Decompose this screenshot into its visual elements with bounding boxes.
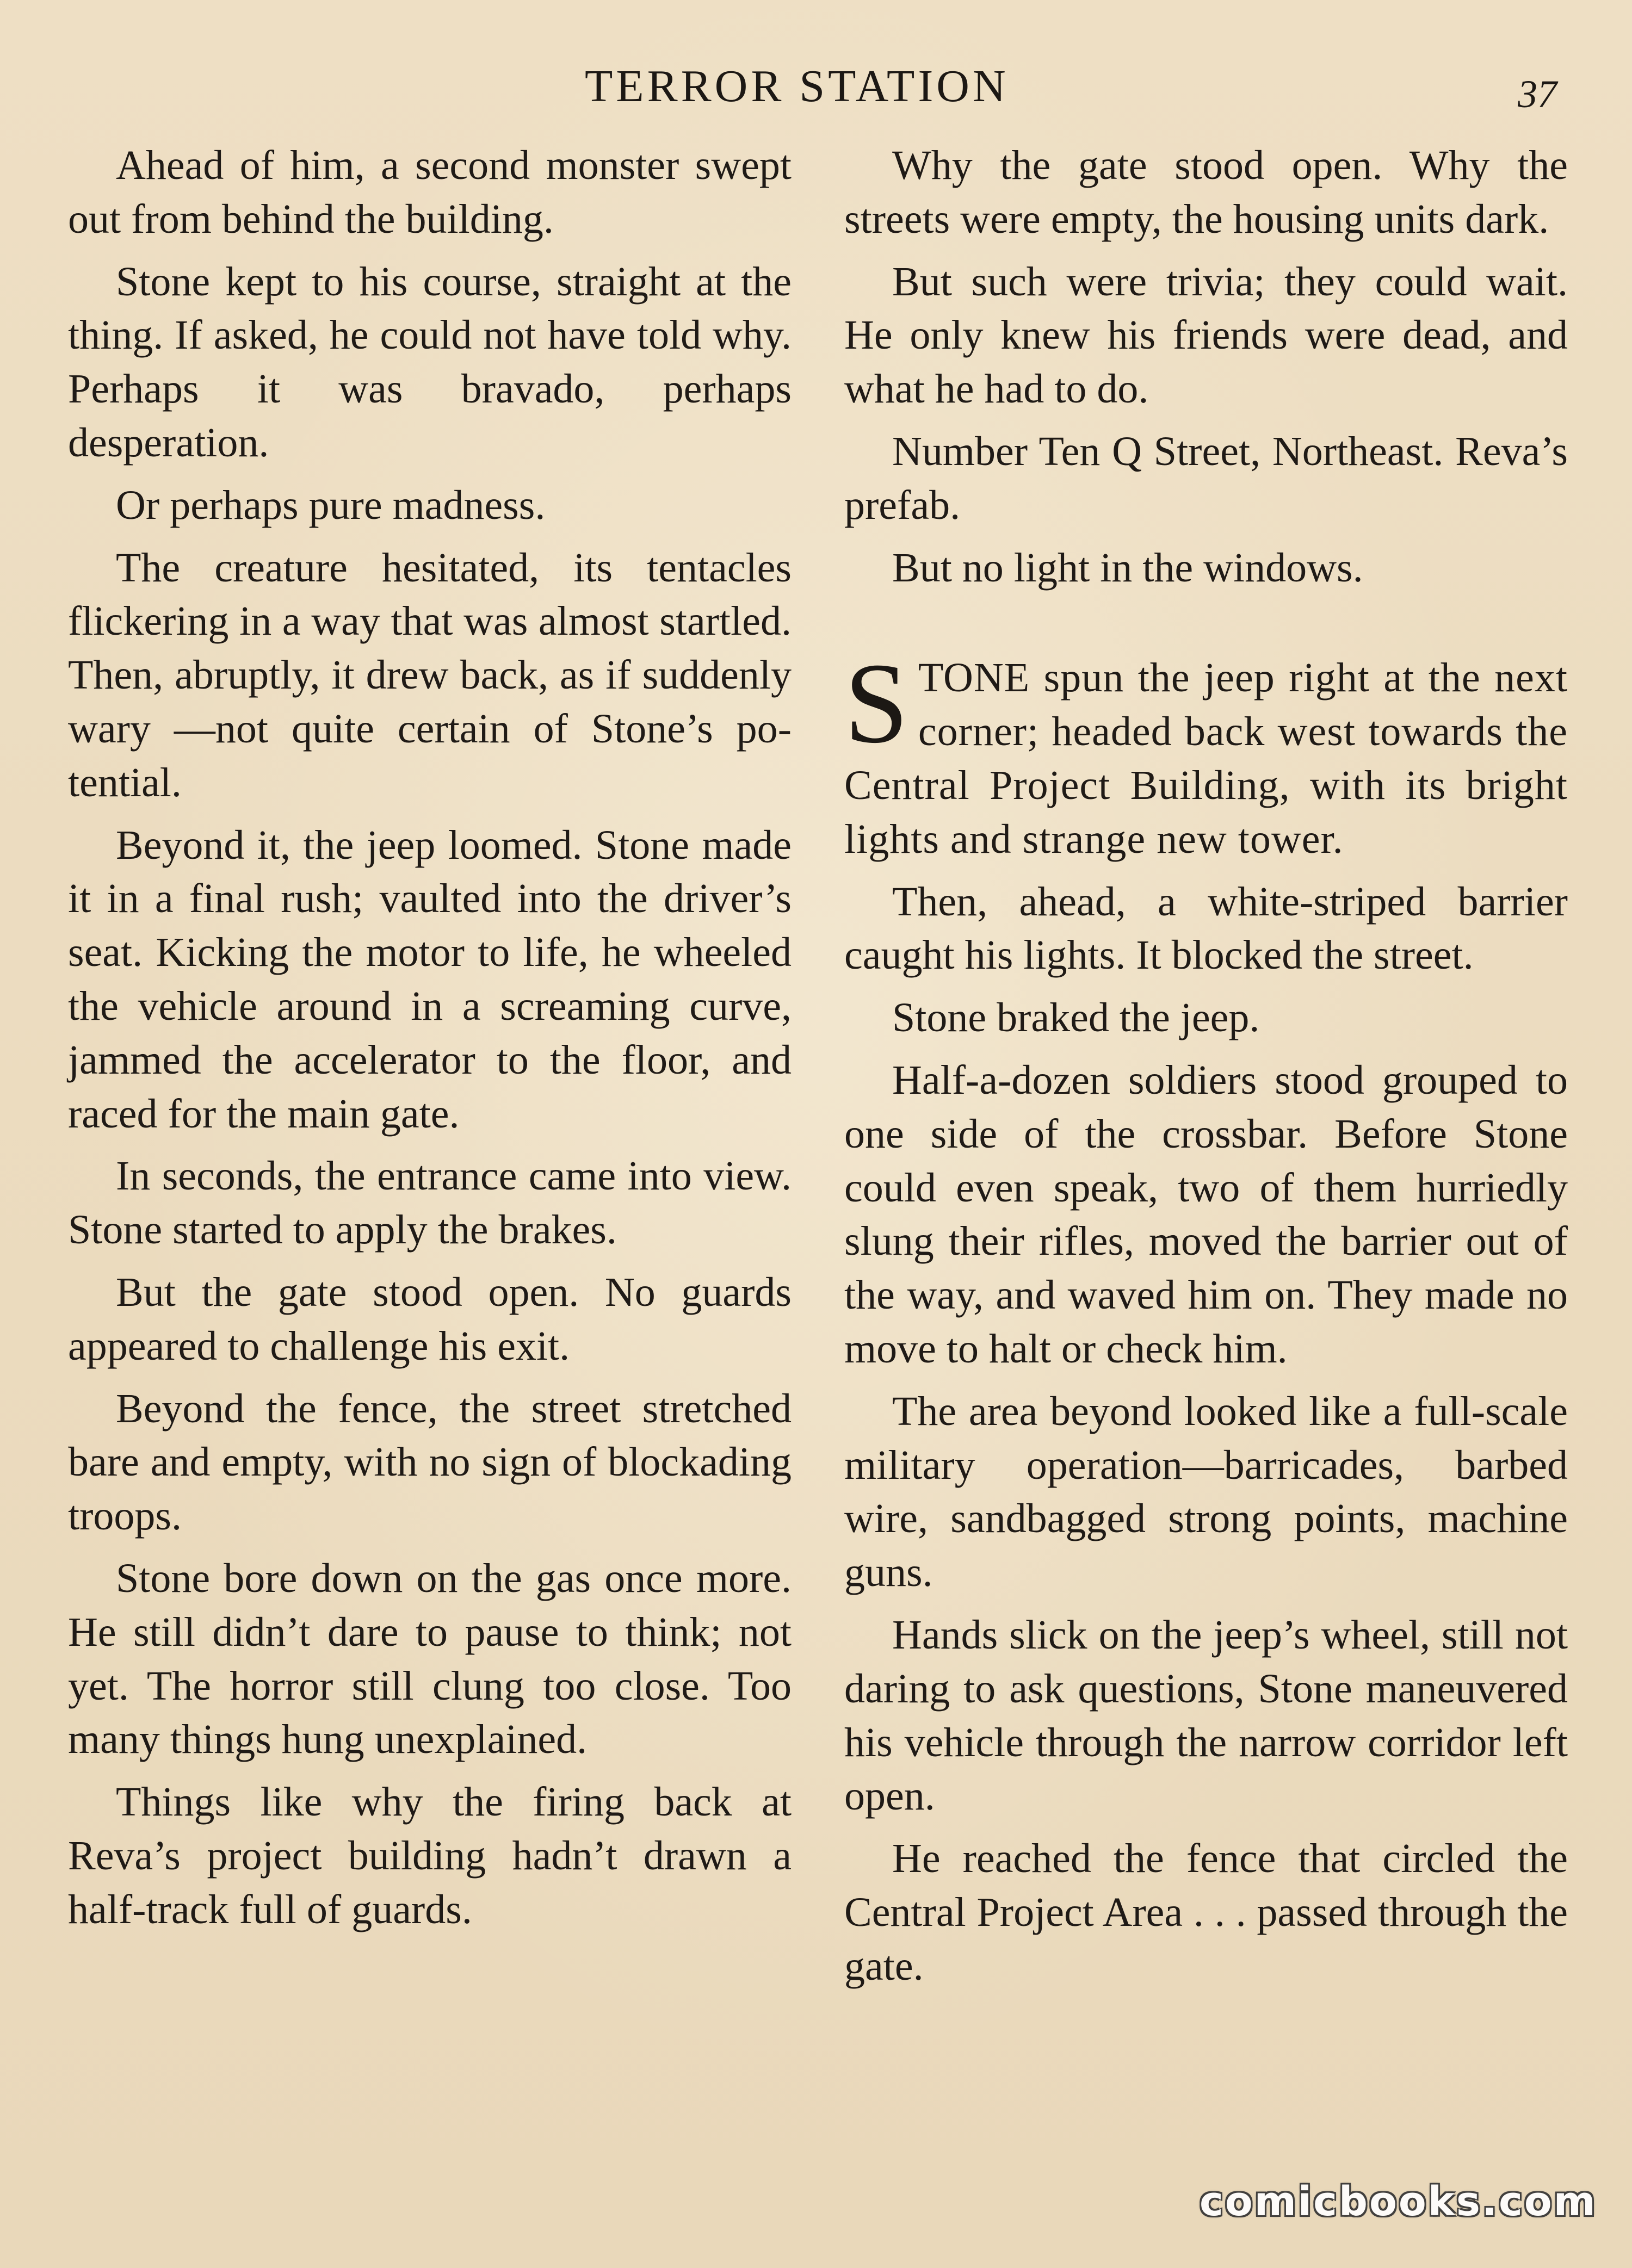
left-column (68, 139, 792, 1945)
paragraph: Things like why the firing back at Reva’s project building hadn’t drawn a half-track full of guards. (68, 1779, 792, 1932)
drop-cap-letter: S (844, 639, 908, 767)
paragraph: Why the gate stood open. Why the streets were empty, the housing units dark. (844, 142, 1568, 242)
paragraph: Number Ten Q Street, Northeast. Reva’s prefab. (844, 428, 1568, 528)
paragraph: But the gate stood open. No guards appeared to challenge his exit. (68, 1269, 792, 1369)
paragraph: Stone bore down on the gas once more. He still didn’t dare to pause to think; not yet. The horror still clung too close. Too many things hung unexplained. (68, 1555, 792, 1763)
paragraph: Ahead of him, a second monster swept out from behind the building. (68, 142, 792, 242)
paragraph: Stone kept to his course, straight at the thing. If asked, he could not have told why. Perhaps it was bravado, perhaps desperation. (68, 258, 792, 466)
watermark: comicbooks.com (1200, 2178, 1597, 2225)
drop-cap-paragraph (844, 639, 1568, 866)
paragraph: He reached the fence that circled the Central Project Area . . . passed through the gate. (844, 1836, 1568, 1989)
page-number: 37 (1518, 72, 1557, 116)
paragraph: Then, ahead, a white-striped barrier caught his lights. It blocked the street. (844, 878, 1568, 978)
paragraph: The area beyond looked like a full-scale military operation—barricades, barbed wire, sandbagged strong points, machine guns. (844, 1388, 1568, 1596)
drop-cap-paragraph-text: TONE spun the jeep right at the next corner; headed back west towards the Central Project Building, with its bright lights and strange new tower. (844, 655, 1568, 862)
running-title: TERROR STATION (585, 61, 1009, 111)
right-column (844, 139, 1568, 2002)
paragraph: Beyond it, the jeep loomed. Stone made it in a final rush; vaulted into the driver’s seat. Kicking the motor to life, he wheeled the vehicle around in a screaming curve, jammed the accelerator to the floor, and raced for the main gate. (68, 822, 792, 1137)
paragraph: Or perhaps pure madness. (116, 482, 546, 528)
paragraph: But such were trivia; they could wait. He only knew his friends were dead, and what he had to do. (844, 258, 1568, 412)
paragraph: Beyond the fence, the street stretched bare and empty, with no sign of blockading troops. (68, 1385, 792, 1539)
paragraph: Stone braked the jeep. (892, 995, 1260, 1041)
page-header (0, 50, 1632, 115)
section-break (844, 603, 1568, 651)
paragraph: But no light in the windows. (892, 544, 1363, 591)
paragraph: In seconds, the entrance came into view. Stone started to apply the brakes. (68, 1153, 792, 1253)
paragraph: Half-a-dozen soldiers stood grouped to one side of the crossbar. Before Stone could even speak, two of them hurriedly slung their rifles, moved the barrier out of the way, and waved him on. They made no move to halt or check him. (844, 1057, 1568, 1372)
paragraph: Hands slick on the jeep’s wheel, still not daring to ask questions, Stone maneuvered his vehicle through the narrow corridor left open. (844, 1612, 1568, 1819)
paragraph: The creature hesitated, its tentacles flickering in a way that was almost startled. Then, abruptly, it drew back, as if suddenly wary —not quite certain of Stone’s potential. (68, 544, 792, 805)
